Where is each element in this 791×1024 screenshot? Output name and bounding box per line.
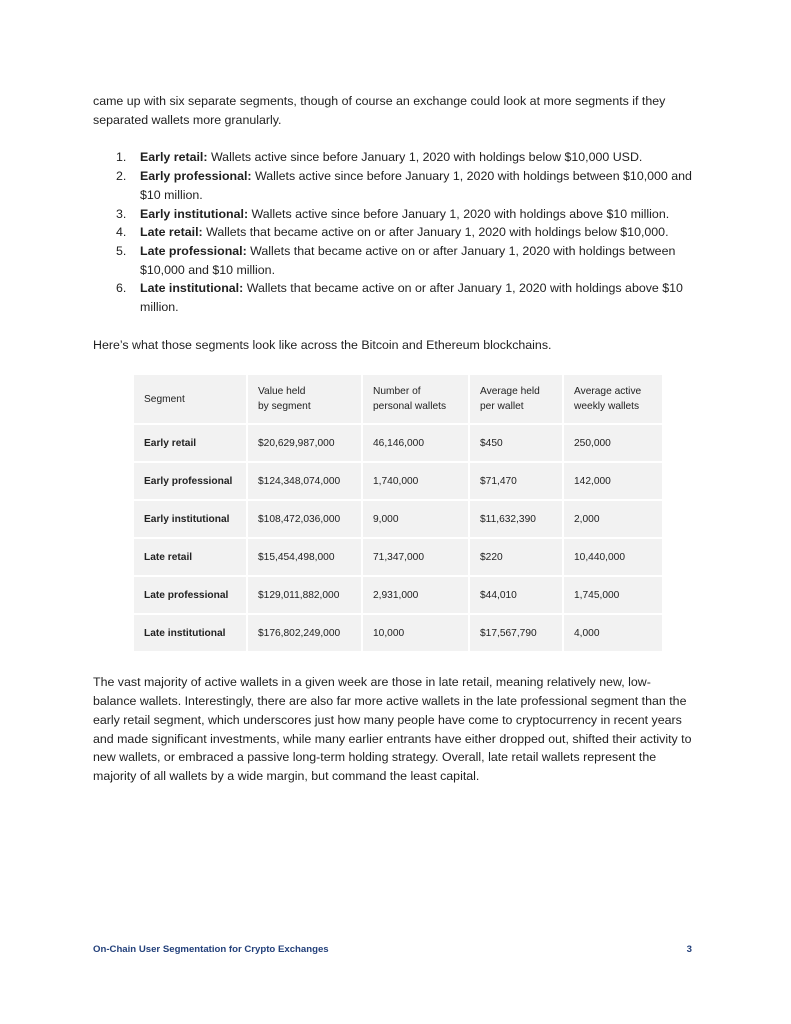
cell-segment: Late professional bbox=[134, 577, 246, 613]
cell-average-active: 4,000 bbox=[564, 615, 662, 651]
list-number: 1. bbox=[116, 150, 127, 165]
header-line: Average active bbox=[574, 386, 642, 398]
header-line: Value held bbox=[258, 386, 306, 398]
segment-item bbox=[93, 148, 693, 167]
cell-segment: Early professional bbox=[134, 463, 246, 499]
cell-wallet-count: 46,146,000 bbox=[363, 425, 468, 461]
cell-average-active: 10,440,000 bbox=[564, 539, 662, 575]
cell-segment: Late institutional bbox=[134, 615, 246, 651]
segment-table bbox=[132, 373, 664, 653]
segment-description: Wallets that became active on or after January 1, 2020 with holdings above $10 million. bbox=[140, 281, 683, 315]
segment-item bbox=[93, 167, 693, 204]
list-number: 5. bbox=[116, 243, 127, 258]
list-number: 2. bbox=[116, 169, 127, 184]
cell-average-held: $71,470 bbox=[470, 463, 562, 499]
table-row bbox=[134, 425, 662, 461]
segment-term: Late retail: bbox=[140, 225, 203, 240]
segment-list bbox=[93, 148, 693, 316]
page-number: 3 bbox=[686, 944, 692, 955]
segment-description: Wallets that became active on or after January 1, 2020 with holdings between $10,000 and $10 million. bbox=[140, 243, 676, 277]
cell-wallet-count: 1,740,000 bbox=[363, 463, 468, 499]
segment-description: Wallets active since before January 1, 2020 with holdings below $10,000 USD. bbox=[207, 150, 643, 165]
table-header-row bbox=[134, 375, 662, 423]
cell-average-active: 1,745,000 bbox=[564, 577, 662, 613]
cell-segment: Early institutional bbox=[134, 501, 246, 537]
segment-term: Late professional: bbox=[140, 243, 247, 258]
cell-wallet-count: 71,347,000 bbox=[363, 539, 468, 575]
table-row bbox=[134, 615, 662, 651]
cell-average-active: 250,000 bbox=[564, 425, 662, 461]
segment-term: Late institutional: bbox=[140, 281, 244, 296]
cell-value-held: $129,011,882,000 bbox=[248, 577, 361, 613]
cell-average-active: 142,000 bbox=[564, 463, 662, 499]
footer-title: On-Chain User Segmentation for Crypto Exchanges bbox=[93, 944, 329, 955]
segment-item bbox=[93, 242, 693, 279]
header-line: weekly wallets bbox=[574, 401, 640, 413]
header-number-of-wallets bbox=[363, 375, 468, 423]
segment-item bbox=[93, 279, 693, 316]
table-row bbox=[134, 501, 662, 537]
page-footer bbox=[93, 944, 692, 955]
segment-description: Wallets active since before January 1, 2020 with holdings above $10 million. bbox=[248, 206, 670, 221]
segment-term: Early retail: bbox=[140, 150, 208, 165]
header-segment bbox=[134, 375, 246, 423]
cell-value-held: $108,472,036,000 bbox=[248, 501, 361, 537]
cell-segment: Early retail bbox=[134, 425, 246, 461]
table-row bbox=[134, 539, 662, 575]
cell-value-held: $15,454,498,000 bbox=[248, 539, 361, 575]
segment-description: Wallets active since before January 1, 2020 with holdings between $10,000 and $10 million. bbox=[140, 169, 692, 202]
cell-average-held: $11,632,390 bbox=[470, 501, 562, 537]
list-number: 6. bbox=[116, 281, 127, 296]
header-value-held bbox=[248, 375, 361, 423]
list-number: 3. bbox=[116, 206, 127, 221]
table-row bbox=[134, 577, 662, 613]
cell-value-held: $20,629,987,000 bbox=[248, 425, 361, 461]
header-line: personal wallets bbox=[373, 401, 447, 413]
cell-average-active: 2,000 bbox=[564, 501, 662, 537]
segment-term: Early institutional: bbox=[140, 206, 249, 221]
intro-paragraph: came up with six separate segments, though of course an exchange could look at more segments if they separated wallets more granularly. bbox=[93, 94, 666, 127]
cell-wallet-count: 10,000 bbox=[363, 615, 468, 651]
header-average-held bbox=[470, 375, 562, 423]
cell-wallet-count: 2,931,000 bbox=[363, 577, 468, 613]
page-content bbox=[93, 92, 693, 786]
cell-wallet-count: 9,000 bbox=[363, 501, 468, 537]
cell-segment: Late retail bbox=[134, 539, 246, 575]
header-average-active bbox=[564, 375, 662, 423]
closing-paragraph: The vast majority of active wallets in a given week are those in late retail, meaning relatively new, low-balance wallets. Interestingly, there are also far more active wallets in the late professional segment than the early retail segment, which underscores just how many people have come to cryptocurrency in recent years and made significant investments, while many earlier entrants have either dropped out, shifted their activity to new wallets, or embraced a passive long-term holding strategy. Overall, late retail wallets represent the majority of all wallets by a wide margin, but command the least capital. bbox=[93, 675, 692, 783]
list-number: 4. bbox=[116, 225, 127, 240]
header-line: Number of bbox=[373, 386, 421, 398]
cell-average-held: $44,010 bbox=[470, 577, 562, 613]
cell-value-held: $124,348,074,000 bbox=[248, 463, 361, 499]
table-lead-paragraph: Here’s what those segments look like across the Bitcoin and Ethereum blockchains. bbox=[93, 337, 552, 352]
segment-item bbox=[93, 205, 693, 224]
header-line: Average held bbox=[480, 386, 540, 398]
header-line: per wallet bbox=[480, 401, 524, 413]
table-row bbox=[134, 463, 662, 499]
cell-average-held: $220 bbox=[470, 539, 562, 575]
cell-value-held: $176,802,249,000 bbox=[248, 615, 361, 651]
segment-term: Early professional: bbox=[140, 169, 252, 184]
segment-item bbox=[93, 223, 693, 242]
header-line: by segment bbox=[258, 401, 311, 413]
segment-description: Wallets that became active on or after January 1, 2020 with holdings below $10,000. bbox=[202, 225, 669, 240]
cell-average-held: $17,567,790 bbox=[470, 615, 562, 651]
header-line: Segment bbox=[144, 393, 185, 405]
cell-average-held: $450 bbox=[470, 425, 562, 461]
